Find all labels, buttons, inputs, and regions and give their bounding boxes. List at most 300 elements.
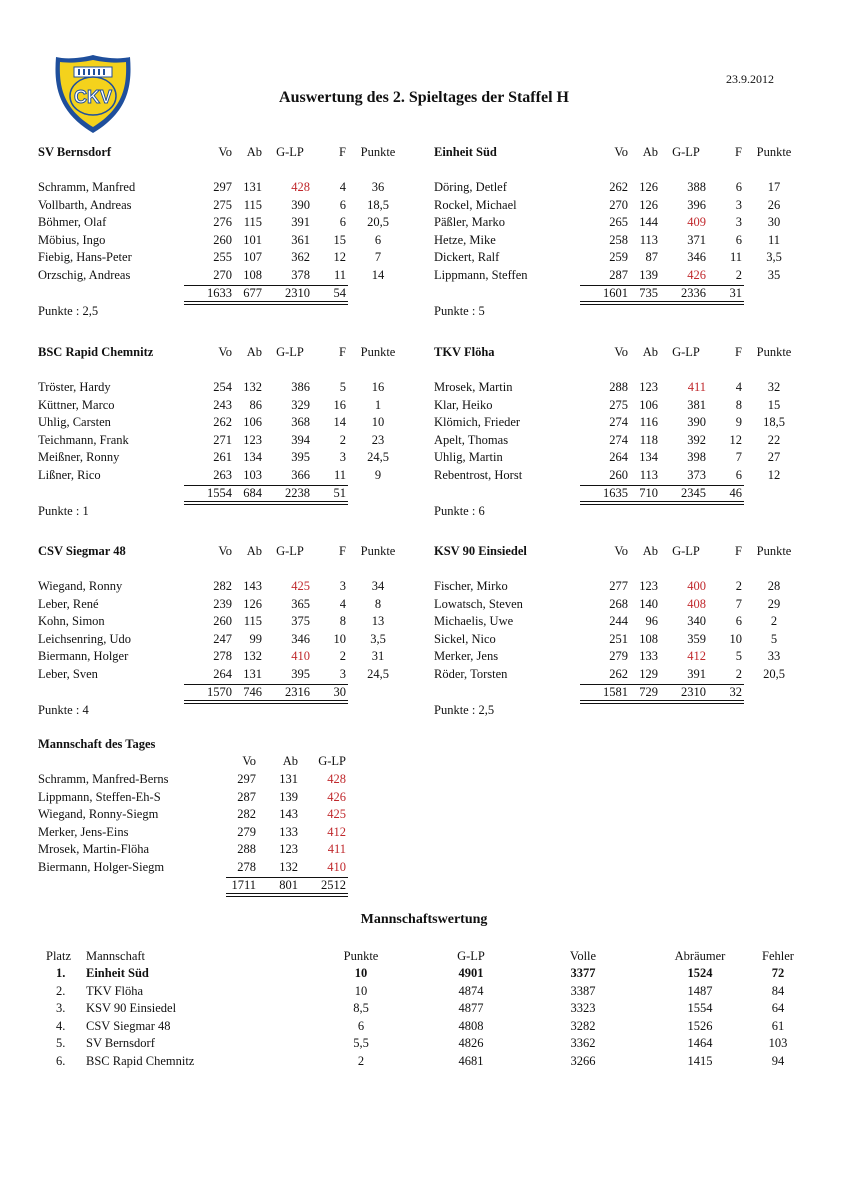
mw-volle: 3362	[570, 1036, 596, 1051]
player-vo: 270	[213, 268, 232, 282]
player-glp: 409	[687, 215, 706, 230]
mdt-total-glp: 2512	[321, 878, 346, 892]
player-punkte: 28	[767, 579, 781, 593]
player-glp: 408	[687, 596, 706, 611]
player-ab: 131	[243, 180, 262, 194]
player-glp: 395	[291, 667, 310, 681]
mw-abraeumer: 1487	[687, 983, 713, 998]
mw-row	[0, 1035, 848, 1052]
mw-fehler: 84	[771, 983, 785, 998]
player-glp: 425	[291, 579, 310, 593]
player-ab: 106	[243, 415, 262, 430]
player-f: 5	[339, 380, 346, 394]
mdt-ab: 143	[279, 807, 298, 822]
mw-platz: 2.	[56, 983, 66, 998]
total-glp: 2238	[285, 486, 310, 500]
team-punkte: Punkte : 2,5	[38, 304, 99, 318]
player-row	[434, 267, 814, 284]
player-f: 6	[339, 215, 346, 230]
mw-volle: 3387	[570, 983, 596, 998]
team-name: KSV 90 Einsiedel	[434, 544, 527, 558]
player-ab: 106	[639, 397, 658, 412]
player-punkte: 27	[767, 450, 781, 465]
player-ab: 126	[243, 596, 262, 611]
mdt-row	[38, 841, 358, 858]
player-vo: 271	[213, 432, 232, 447]
player-ab: 108	[243, 268, 262, 282]
mw-glp: 4681	[458, 1054, 484, 1068]
column-header: G-LP	[276, 544, 304, 558]
player-vo: 260	[213, 614, 232, 629]
player-glp: 396	[687, 197, 706, 212]
mdt-player-name: Schramm, Manfred-Berns	[38, 772, 169, 786]
player-ab: 139	[639, 268, 658, 282]
mw-fehler: 103	[768, 1036, 788, 1051]
player-glp: 359	[687, 631, 706, 646]
player-f: 16	[333, 397, 346, 412]
player-glp: 366	[291, 468, 310, 482]
player-punkte: 9	[374, 468, 382, 482]
player-punkte: 29	[767, 596, 781, 611]
player-row	[38, 249, 418, 266]
player-ab: 134	[243, 450, 262, 465]
total-f: 46	[729, 486, 742, 500]
mdt-player-name: Biermann, Holger-Siegm	[38, 860, 165, 874]
player-ab: 143	[243, 579, 262, 593]
mdt-glp: 411	[327, 842, 346, 857]
column-header: Ab	[642, 145, 658, 159]
player-f: 7	[735, 596, 742, 611]
player-name: Apelt, Thomas	[434, 432, 509, 447]
player-punkte: 31	[371, 649, 385, 664]
column-header: F	[735, 145, 742, 159]
page-title: Auswertung des 2. Spieltages der Staffel H	[279, 89, 569, 106]
player-vo: 239	[213, 596, 232, 611]
player-f: 11	[729, 250, 742, 265]
mw-column-header: G-LP	[457, 949, 485, 963]
totals-double-rule	[184, 301, 348, 305]
player-row	[434, 449, 814, 466]
mdt-column-header: Vo	[242, 754, 256, 768]
player-punkte: 30	[767, 215, 781, 230]
player-vo: 260	[609, 468, 628, 482]
column-header: Ab	[246, 544, 262, 558]
player-punkte: 3,5	[370, 631, 386, 646]
mw-glp: 4808	[458, 1018, 484, 1033]
team-block	[38, 544, 418, 734]
mw-fehler: 94	[771, 1054, 785, 1068]
player-vo: 244	[609, 614, 628, 629]
player-vo: 243	[213, 397, 232, 412]
player-name: Wiegand, Ronny	[38, 579, 123, 593]
mdt-ab: 131	[279, 772, 298, 786]
player-glp: 381	[687, 397, 706, 412]
player-ab: 103	[243, 468, 262, 482]
column-header: Punkte	[756, 145, 792, 159]
player-f: 4	[735, 380, 742, 394]
mdt-glp: 428	[327, 772, 346, 786]
player-ab: 123	[243, 432, 262, 447]
mdt-total-vo: 1711	[231, 878, 256, 892]
player-row	[434, 666, 814, 683]
total-ab: 710	[639, 486, 658, 500]
player-name: Lowatsch, Steven	[434, 596, 523, 611]
player-row	[434, 179, 814, 196]
player-vo: 254	[213, 380, 232, 394]
team-name: Einheit Süd	[434, 145, 497, 159]
player-punkte: 22	[767, 432, 781, 447]
player-ab: 107	[243, 250, 262, 265]
player-f: 9	[735, 415, 742, 430]
mw-column-header: Platz	[46, 949, 71, 963]
column-header: Vo	[614, 345, 628, 359]
player-f: 3	[339, 450, 346, 465]
total-vo: 1601	[603, 286, 628, 300]
mdt-vo: 297	[237, 772, 256, 786]
totals-row	[434, 285, 814, 302]
team-block	[434, 145, 814, 335]
mdt-glp: 412	[327, 824, 346, 839]
player-ab: 144	[639, 215, 658, 230]
player-row	[38, 578, 418, 595]
column-header: Punkte	[756, 345, 792, 359]
player-row	[38, 379, 418, 396]
mw-mannschaft: CSV Siegmar 48	[86, 1018, 171, 1033]
team-block	[38, 345, 418, 535]
player-name: Merker, Jens	[434, 649, 499, 664]
player-ab: 133	[639, 649, 658, 664]
player-glp: 378	[291, 268, 310, 282]
player-name: Böhmer, Olaf	[38, 215, 107, 230]
player-ab: 101	[243, 232, 262, 247]
player-f: 11	[333, 468, 346, 482]
player-row	[38, 666, 418, 683]
mw-mannschaft: TKV Flöha	[86, 983, 144, 998]
player-vo: 264	[609, 450, 628, 465]
player-row	[434, 249, 814, 266]
column-header: Punkte	[756, 544, 792, 558]
column-header: G-LP	[672, 145, 700, 159]
player-row	[38, 613, 418, 630]
mdt-column-header: Ab	[282, 754, 298, 768]
mdt-ab: 139	[279, 789, 298, 804]
mw-abraeumer: 1524	[687, 966, 713, 980]
team-punkte: Punkte : 6	[434, 504, 485, 518]
totals-row	[434, 684, 814, 701]
player-f: 12	[729, 432, 742, 447]
player-name: Dickert, Ralf	[434, 250, 500, 265]
player-glp: 340	[687, 614, 706, 629]
player-punkte: 26	[767, 197, 781, 212]
player-punkte: 34	[371, 579, 385, 593]
player-f: 10	[729, 631, 742, 646]
mw-column-header: Mannschaft	[86, 949, 146, 963]
player-glp: 391	[687, 667, 706, 681]
mdt-ab: 123	[279, 842, 298, 857]
mdt-player-name: Mrosek, Martin-Flöha	[38, 842, 150, 857]
totals-row	[434, 485, 814, 502]
player-f: 11	[333, 268, 346, 282]
player-f: 3	[339, 667, 346, 681]
player-f: 6	[735, 614, 742, 629]
logo-text: CKV	[73, 87, 113, 107]
player-glp: 388	[687, 180, 706, 194]
column-header: Vo	[218, 345, 232, 359]
player-ab: 108	[639, 631, 658, 646]
player-glp: 398	[687, 450, 706, 465]
player-punkte: 36	[371, 180, 385, 194]
totals-double-rule	[580, 501, 744, 505]
team-name: BSC Rapid Chemnitz	[38, 345, 154, 359]
player-name: Leber, René	[38, 596, 99, 611]
player-row	[38, 467, 418, 484]
mdt-row	[38, 859, 358, 876]
player-f: 6	[735, 232, 742, 247]
player-glp: 412	[687, 649, 706, 664]
player-row	[434, 613, 814, 630]
mw-fehler: 64	[771, 1001, 785, 1016]
column-header: G-LP	[672, 345, 700, 359]
player-vo: 278	[213, 649, 232, 664]
player-punkte: 5	[770, 631, 778, 646]
mdt-glp: 425	[327, 807, 346, 822]
mw-column-header: Punkte	[343, 949, 379, 963]
totals-double-rule	[580, 301, 744, 305]
player-ab: 126	[639, 180, 658, 194]
player-f: 5	[735, 649, 742, 664]
player-f: 12	[333, 250, 346, 265]
player-name: Mrosek, Martin	[434, 380, 513, 394]
mdt-vo: 288	[237, 842, 256, 857]
totals-double-rule	[184, 501, 348, 505]
player-vo: 261	[213, 450, 232, 465]
player-ab: 132	[243, 649, 262, 664]
player-row	[38, 232, 418, 249]
total-f: 31	[729, 286, 742, 300]
player-row	[38, 596, 418, 613]
column-header: F	[735, 345, 742, 359]
player-vo: 275	[213, 197, 232, 212]
player-glp: 365	[291, 596, 310, 611]
player-glp: 346	[291, 631, 310, 646]
mdt-totals-row	[38, 877, 358, 894]
mw-mannschaft: KSV 90 Einsiedel	[86, 1001, 177, 1016]
player-punkte: 23	[371, 432, 385, 447]
player-row	[38, 631, 418, 648]
mdt-ab: 132	[279, 860, 298, 874]
player-name: Michaelis, Uwe	[434, 614, 514, 629]
player-glp: 371	[687, 232, 706, 247]
player-name: Leichsenring, Udo	[38, 631, 132, 646]
player-vo: 259	[609, 250, 628, 265]
player-name: Röder, Torsten	[434, 667, 508, 681]
mannschaftswertung-title: Mannschaftswertung	[360, 912, 488, 927]
column-header: Vo	[614, 145, 628, 159]
player-name: Fischer, Mirko	[434, 579, 508, 593]
column-header: Vo	[614, 544, 628, 558]
mdt-player-name: Lippmann, Steffen-Eh-S	[38, 789, 161, 804]
player-row	[434, 432, 814, 449]
player-vo: 288	[609, 380, 628, 394]
player-row	[38, 197, 418, 214]
totals-double-rule	[580, 700, 744, 704]
player-ab: 123	[639, 380, 658, 394]
player-ab: 87	[645, 250, 658, 265]
total-glp: 2336	[681, 286, 706, 300]
mdt-ab: 133	[279, 824, 298, 839]
player-ab: 140	[639, 596, 658, 611]
player-f: 10	[333, 631, 346, 646]
player-glp: 362	[291, 250, 310, 265]
player-vo: 279	[609, 649, 628, 664]
player-ab: 113	[639, 468, 658, 482]
total-vo: 1635	[603, 486, 628, 500]
player-name: Döring, Detlef	[434, 180, 507, 194]
player-glp: 411	[687, 380, 706, 394]
player-punkte: 24,5	[367, 450, 389, 465]
player-f: 7	[735, 450, 742, 465]
player-punkte: 1	[374, 397, 382, 412]
player-name: Fiebig, Hans-Peter	[38, 250, 132, 265]
mdt-total-ab: 801	[279, 878, 298, 892]
mw-glp: 4826	[458, 1036, 484, 1051]
player-punkte: 15	[767, 397, 781, 412]
player-row	[434, 214, 814, 231]
column-header: Ab	[642, 345, 658, 359]
mdt-player-name: Merker, Jens-Eins	[38, 824, 129, 839]
player-name: Meißner, Ronny	[38, 450, 120, 465]
player-row	[434, 197, 814, 214]
player-punkte: 11	[767, 232, 781, 247]
player-row	[38, 414, 418, 431]
mdt-player-name: Wiegand, Ronny-Siegm	[38, 807, 159, 822]
team-punkte: Punkte : 1	[38, 504, 89, 518]
mw-row	[0, 1000, 848, 1017]
mw-punkte: 10	[354, 966, 368, 980]
mw-column-header: Fehler	[762, 949, 794, 963]
player-punkte: 17	[767, 180, 781, 194]
player-name: Klar, Heiko	[434, 397, 493, 412]
player-punkte: 20,5	[367, 215, 389, 230]
player-name: Sickel, Nico	[434, 631, 496, 646]
mw-row	[0, 1018, 848, 1035]
player-name: Kohn, Simon	[38, 614, 105, 629]
player-glp: 392	[687, 432, 706, 447]
player-name: Biermann, Holger	[38, 649, 129, 664]
player-f: 3	[735, 215, 742, 230]
mw-row	[0, 965, 848, 982]
mw-abraeumer: 1464	[687, 1036, 713, 1051]
column-header: Ab	[246, 145, 262, 159]
player-vo: 255	[213, 250, 232, 265]
player-f: 4	[339, 596, 346, 611]
player-name: Rockel, Michael	[434, 197, 517, 212]
player-glp: 390	[291, 197, 310, 212]
player-vo: 270	[609, 197, 628, 212]
mw-mannschaft: BSC Rapid Chemnitz	[86, 1054, 195, 1068]
column-header: Vo	[218, 544, 232, 558]
mw-row	[0, 1053, 848, 1070]
player-punkte: 14	[371, 268, 385, 282]
mw-volle: 3266	[570, 1054, 596, 1068]
player-row	[434, 414, 814, 431]
column-header: Ab	[246, 345, 262, 359]
player-vo: 263	[213, 468, 232, 482]
player-f: 6	[735, 468, 742, 482]
player-vo: 275	[609, 397, 628, 412]
column-header: F	[339, 145, 346, 159]
player-ab: 115	[243, 197, 262, 212]
player-name: Vollbarth, Andreas	[38, 197, 132, 212]
total-f: 30	[333, 685, 346, 699]
player-ab: 118	[639, 432, 658, 447]
total-f: 51	[333, 486, 346, 500]
mdt-row	[38, 824, 358, 841]
total-vo: 1633	[207, 286, 232, 300]
player-punkte: 32	[767, 380, 781, 394]
player-glp: 373	[687, 468, 706, 482]
total-glp: 2310	[681, 685, 706, 699]
player-ab: 126	[639, 197, 658, 212]
player-name: Leber, Sven	[38, 667, 98, 681]
player-name: Tröster, Hardy	[38, 380, 111, 394]
mdt-vo: 287	[237, 789, 256, 804]
total-vo: 1554	[207, 486, 232, 500]
totals-row	[38, 285, 418, 302]
player-f: 3	[735, 197, 742, 212]
mdt-totals-double-rule	[226, 893, 348, 897]
total-f: 54	[333, 286, 346, 300]
player-vo: 282	[213, 579, 232, 593]
mw-glp: 4901	[458, 966, 484, 980]
player-f: 2	[339, 649, 346, 664]
player-name: Teichmann, Frank	[38, 432, 129, 447]
player-row	[38, 449, 418, 466]
player-name: Möbius, Ingo	[38, 232, 106, 247]
player-vo: 265	[609, 215, 628, 230]
mw-platz: 4.	[56, 1018, 66, 1033]
total-glp: 2345	[681, 486, 706, 500]
mw-abraeumer: 1526	[687, 1018, 713, 1033]
mdt-glp: 426	[327, 789, 346, 804]
team-punkte: Punkte : 5	[434, 304, 485, 318]
player-glp: 395	[291, 450, 310, 465]
player-name: Orzschig, Andreas	[38, 268, 131, 282]
mw-header-row	[0, 948, 848, 965]
player-punkte: 2	[770, 614, 778, 629]
team-name: CSV Siegmar 48	[38, 544, 126, 558]
mdt-vo: 279	[237, 824, 256, 839]
mw-glp: 4874	[458, 983, 484, 998]
player-row	[38, 267, 418, 284]
player-ab: 113	[639, 232, 658, 247]
mw-punkte: 6	[357, 1018, 365, 1033]
column-header: Vo	[218, 145, 232, 159]
total-ab: 746	[243, 685, 262, 699]
player-f: 8	[339, 614, 346, 629]
report-date: 23.9.2012	[726, 72, 774, 86]
team-punkte: Punkte : 4	[38, 703, 89, 717]
player-row	[434, 467, 814, 484]
total-vo: 1570	[207, 685, 232, 699]
player-glp: 361	[291, 232, 310, 247]
column-header: Ab	[642, 544, 658, 558]
mdt-vo: 278	[237, 860, 256, 874]
total-ab: 729	[639, 685, 658, 699]
player-glp: 394	[291, 432, 310, 447]
player-vo: 276	[213, 215, 232, 230]
player-punkte: 3,5	[766, 250, 782, 265]
